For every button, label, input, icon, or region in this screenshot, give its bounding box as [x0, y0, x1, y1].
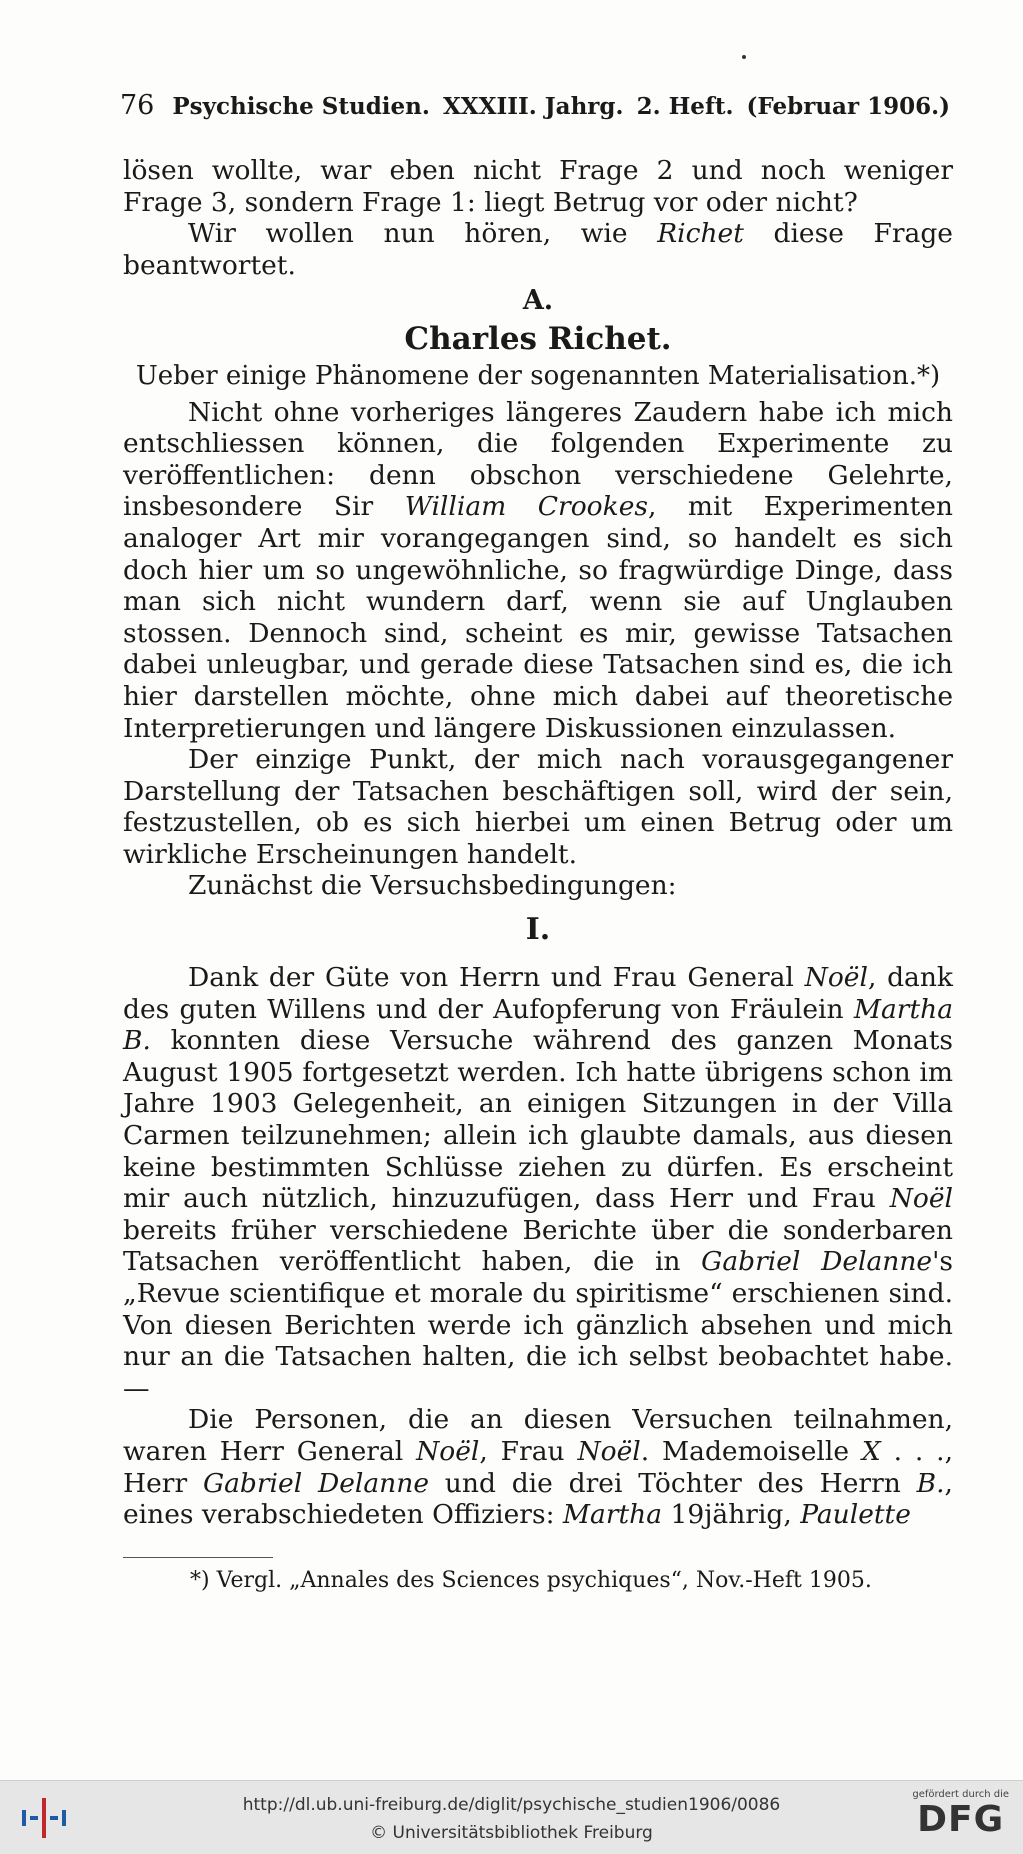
person-name: B. — [916, 1467, 945, 1499]
paragraph: Nicht ohne vorheriges längeres Zaudern habe ich mich entschliessen können, die folgenden Experimente zu veröffentlichen: denn obschon verschiedene Gelehrte, insbesondere Sir William Crookes, mit Experimenten analoger Art mir vorangegangen sind, so handelt es sich doch hier um so ungewöhnliche, so fragwürdige Dinge, dass man sich nicht wundern darf, wenn sie auf Unglauben stossen. Dennoch sind, scheint es mir, gewisse Tatsachen dabei unleugbar, und gerade diese Tatsachen sind es, die ich hier darstellen möchte, ohne mich dabei auf theoretische Interpretierungen und längere Diskussionen einzulassen. — [123, 396, 953, 744]
person-name: William Crookes — [404, 491, 648, 523]
person-name: Richet — [657, 218, 744, 250]
section-number: I. — [525, 912, 551, 948]
person-name: Noël — [889, 1183, 953, 1215]
dfg-caption: gefördert durch die — [912, 1789, 1009, 1800]
paragraph: Die Personen, die an diesen Versuchen teilnahmen, waren Herr General Noël, Frau Noël. Mademoiselle X . . ., Herr Gabriel Delanne und die drei Töchter des Herrn B., eines verabschiedeten Offiziers: Martha 19jährig, Paulette — [123, 1404, 953, 1531]
person-name: Gabriel Delanne — [701, 1246, 933, 1278]
copyright-notice: © Universitätsbibliothek Freiburg — [370, 1823, 653, 1843]
section-letter: A. — [522, 285, 554, 317]
person-name: Martha — [562, 1499, 663, 1531]
person-name: Paulette — [800, 1499, 911, 1531]
paragraph: Dank der Güte von Herrn und Frau General Noël, dank des guten Willens und der Aufopferung von Fräulein Martha B. konnten diese Versuche während des ganzen Monats August 1905 fortgesetzt werden. Ich hatte übrigens schon im Jahre 1903 Gelegenheit, an einigen Sitzungen in der Villa Carmen teilzunehmen; allein ich glaubte damals, aus diesen keine bestimmten Schlüsse ziehen zu dürfen. Es erscheint mir auch nützlich, hinzuzufügen, dass Herr und Frau Noël bereits früher verschiedene Berichte über die sonderbaren Tatsachen veröffentlicht haben, die in Gabriel Delanne's „Revue scientifique et morale du spiritisme“ erschienen sind. Von diesen Berichten werde ich gänzlich absehen und mich nur an die Tatsachen halten, die ich selbst beobachtet habe. — — [123, 962, 953, 1404]
journal-title: Psychische Studien. — [172, 93, 430, 120]
person-name: Noël — [416, 1435, 480, 1467]
paragraph: lösen wollte, war eben nicht Frage 2 und noch weniger Frage 3, sondern Frage 1: liegt Betrug vor oder nicht? — [123, 155, 953, 218]
scan-speck — [742, 55, 746, 59]
section-title: Charles Richet. — [404, 320, 672, 357]
issue-date: (Februar 1906.) — [746, 93, 950, 120]
dfg-wordmark: DFG — [917, 1799, 1005, 1840]
person-name: Gabriel Delanne — [202, 1467, 429, 1499]
person-name: X — [861, 1435, 881, 1467]
volume: XXXIII. Jahrg. — [442, 93, 624, 120]
article-body — [123, 155, 953, 1531]
footnote: *) Vergl. „Annales des Sciences psychiques“, Nov.-Heft 1905. — [190, 1568, 872, 1593]
viewer-footer — [0, 1780, 1023, 1854]
person-name: Noël — [577, 1435, 641, 1467]
article-subtitle: Ueber einige Phänomene der sogenannten Materialisation.*) — [135, 360, 941, 391]
paragraph: Zunächst die Versuchsbedingungen: — [188, 870, 677, 902]
permalink[interactable]: http://dl.ub.uni-freiburg.de/diglit/psychische_studien1906/0086 — [242, 1795, 781, 1815]
person-name: Martha B. — [123, 993, 953, 1057]
footnote-rule — [123, 1557, 273, 1558]
paragraph: Wir wollen nun hören, wie Richet diese Frage beantwortet. — [123, 218, 953, 281]
running-head — [120, 90, 950, 121]
dfg-logo — [912, 1789, 1009, 1840]
person-name: Noël — [804, 962, 868, 994]
page-number: 76 — [120, 90, 155, 121]
issue: 2. Heft. — [636, 93, 734, 120]
paragraph: Der einzige Punkt, der mich nach vorausgegangener Darstellung der Tatsachen beschäftigen soll, wird der sein, festzustellen, ob es sich hierbei um einen Betrug oder um wirkliche Erscheinungen handelt. — [123, 744, 953, 870]
